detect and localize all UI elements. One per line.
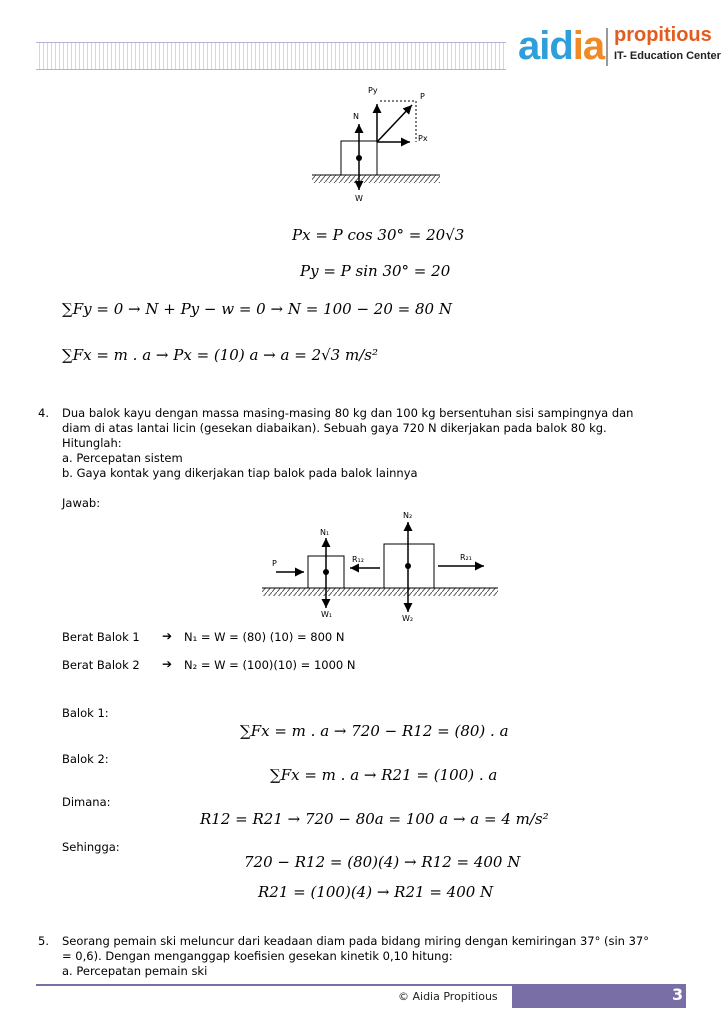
label-py: Py xyxy=(368,86,378,95)
header-band xyxy=(36,42,506,70)
weight-1-label: Berat Balok 1 xyxy=(62,630,140,644)
force-diagram-1 xyxy=(300,80,440,210)
label-w: W xyxy=(355,194,363,203)
p-arrow xyxy=(377,105,412,142)
page-number: 3 xyxy=(672,985,684,1004)
label-p: P xyxy=(420,92,425,101)
answer-label: Jawab: xyxy=(62,496,101,510)
sum-fx-equation: ∑Fx = m . a → Px = (10) a → a = 2√3 m/s² xyxy=(62,346,378,364)
dimana-label: Dimana: xyxy=(62,795,111,809)
label-px: Px xyxy=(418,134,428,143)
px-equation: Px = P cos 30° = 20√3 xyxy=(292,226,465,244)
problem-5-line-2: = 0,6). Dengan menganggap koefisien gesekan kinetik 0,10 hitung: xyxy=(62,949,453,963)
label-r12: R₁₂ xyxy=(352,555,364,564)
label-n2: N₂ xyxy=(403,511,413,520)
balok-1-label: Balok 1: xyxy=(62,706,109,720)
label-w1: W₁ xyxy=(321,610,333,619)
logo-divider xyxy=(606,28,608,66)
brand-name: propitious xyxy=(614,24,712,46)
aidia-logo: aidia xyxy=(518,24,605,68)
problem-4-item-b: b. Gaya kontak yang dikerjakan tiap balok pada balok lainnya xyxy=(62,466,418,480)
py-equation: Py = P sin 30° = 20 xyxy=(300,262,451,280)
weight-2-label: Berat Balok 2 xyxy=(62,658,140,672)
dimana-equation: R12 = R21 → 720 − 80a = 100 a → a = 4 m/s² xyxy=(200,810,549,828)
label-p2: P xyxy=(272,559,277,568)
balok-2-equation: ∑Fx = m . a → R21 = (100) . a xyxy=(270,766,498,784)
problem-4-item-a: a. Percepatan sistem xyxy=(62,451,183,465)
sum-fy-equation: ∑Fy = 0 → N + Py − w = 0 → N = 100 − 20 = 80 N xyxy=(62,300,452,318)
sehingga-label: Sehingga: xyxy=(62,840,120,854)
weight-1-value: N₁ = W = (80) (10) = 800 N xyxy=(184,630,345,644)
force-diagram-2 xyxy=(262,508,498,623)
problem-5-item-a: a. Percepatan pemain ski xyxy=(62,964,208,978)
sehingga-equation-2: R21 = (100)(4) → R21 = 400 N xyxy=(258,883,494,901)
label-r21: R₂₁ xyxy=(460,553,472,562)
label-w2: W₂ xyxy=(402,614,414,623)
sehingga-equation-1: 720 − R12 = (80)(4) → R12 = 400 N xyxy=(244,853,521,871)
problem-5-line-1: Seorang pemain ski meluncur dari keadaan diam pada bidang miring dengan kemiringan 37° (sin 37° xyxy=(62,934,649,948)
footer-copyright: © Aidia Propitious xyxy=(398,990,498,1003)
arrow-icon: ➔ xyxy=(162,657,173,671)
arrow-icon: ➔ xyxy=(162,629,173,643)
brand-tagline: IT- Education Center xyxy=(614,50,721,62)
problem-4-number: 4. xyxy=(38,406,49,420)
balok-1-equation: ∑Fx = m . a → 720 − R12 = (80) . a xyxy=(240,722,509,740)
problem-5-number: 5. xyxy=(38,934,49,948)
problem-4-line-2: diam di atas lantai licin (gesekan diabaikan). Sebuah gaya 720 N dikerjakan pada balok 80 kg. xyxy=(62,421,607,435)
ground-hatch xyxy=(312,175,440,183)
balok-2-label: Balok 2: xyxy=(62,752,109,766)
footer-box xyxy=(512,986,686,1008)
problem-4-line-1: Dua balok kayu dengan massa masing-masing 80 kg dan 100 kg bersentuhan sisi sampingnya dan xyxy=(62,406,634,420)
weight-2-value: N₂ = W = (100)(10) = 1000 N xyxy=(184,658,356,672)
label-n: N xyxy=(353,112,359,121)
problem-4-line-3: Hitunglah: xyxy=(62,436,122,450)
label-n1: N₁ xyxy=(320,528,330,537)
